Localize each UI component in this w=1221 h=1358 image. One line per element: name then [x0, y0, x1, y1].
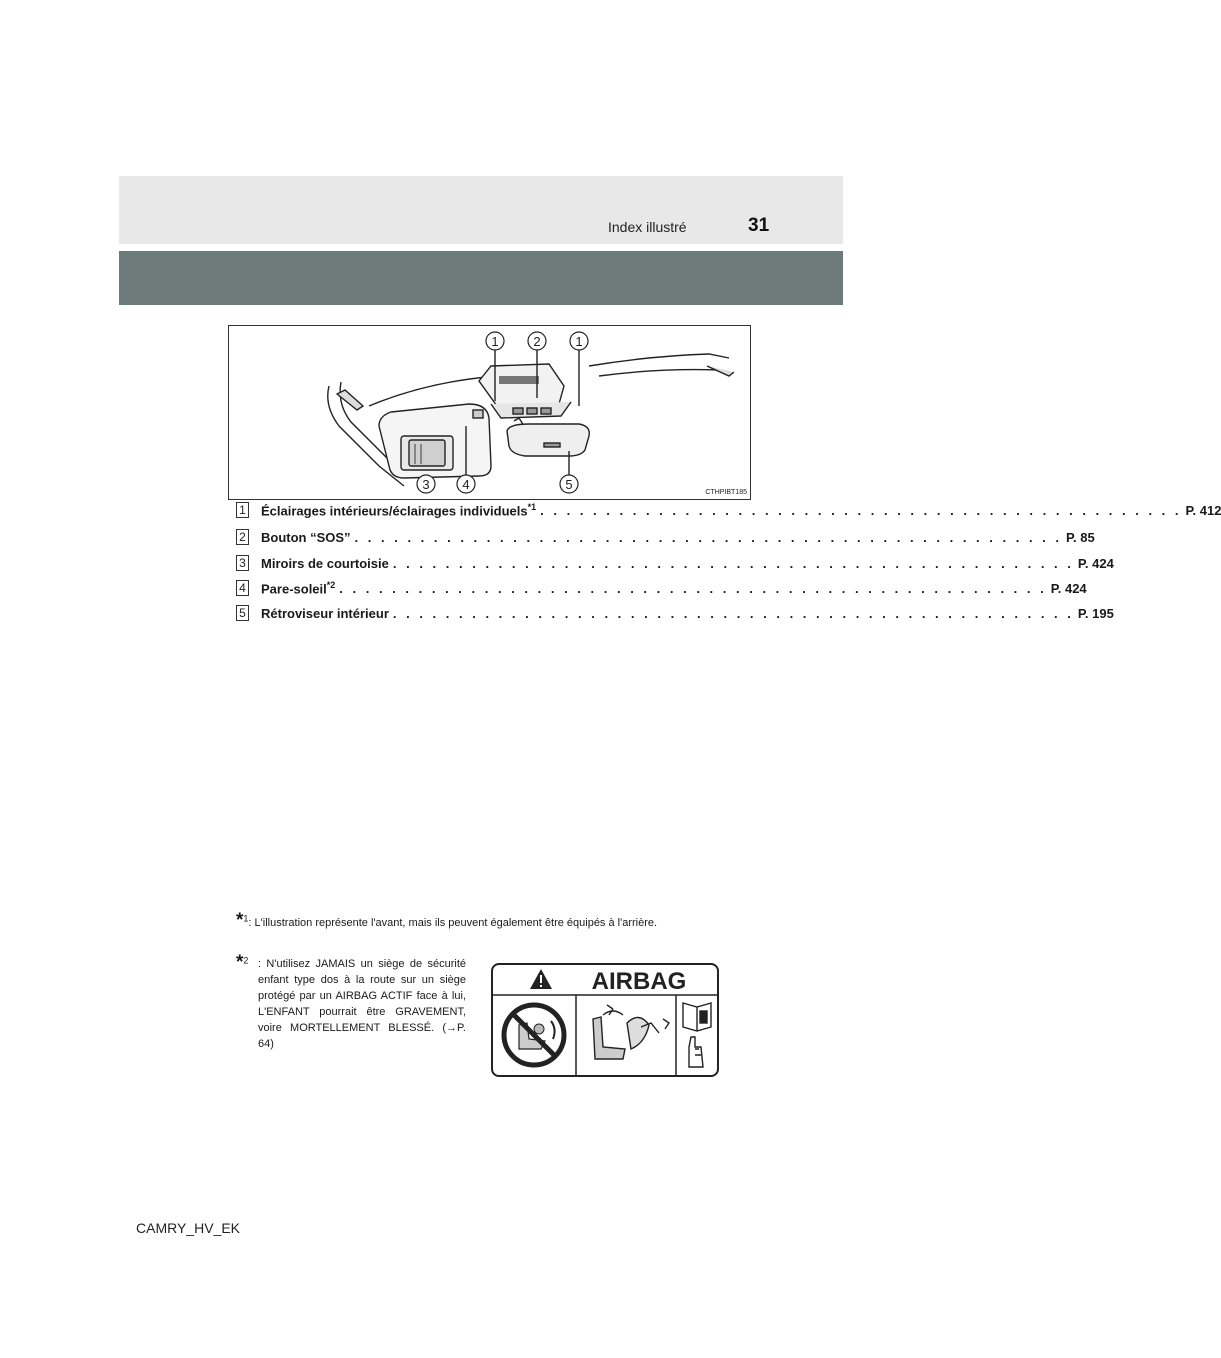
item-label-1: Éclairages intérieurs/éclairages individuels$^{*1}$ [261, 501, 537, 519]
item-row-3[interactable] [236, 553, 1114, 573]
callout-label-2: 2 [533, 334, 541, 349]
item-row-1[interactable] [236, 500, 1221, 520]
header-band-light [119, 176, 843, 244]
item-number-4: 4 [236, 580, 249, 596]
item-label-4: Pare-soleil$^{*2}$ [261, 579, 336, 597]
callout-label-1a: 1 [491, 334, 499, 349]
airbag-label-title: AIRBAG [591, 968, 687, 995]
leader-dots: . . . . . . . . . . . . . . . . . . . . . . . . . . . . . . . . . . . . . . . . . . . . . . . . . . . . . . [354, 529, 1063, 545]
no-rear-facing-seat-icon [504, 1005, 564, 1065]
leader-dots: . . . . . . . . . . . . . . . . . . . . . . . . . . . . . . . . . . . . . . . . . . . . . . . . . . . . [392, 605, 1074, 621]
header-band-dark [119, 251, 843, 305]
leader-dots: . . . . . . . . . . . . . . . . . . . . . . . . . . . . . . . . . . . . . . . . . . . . . . . . . . . . . . [339, 580, 1047, 596]
callout-label-5: 5 [565, 477, 573, 492]
item-page-5[interactable]: P. 195 [1077, 605, 1114, 621]
read-manual-icon [683, 1003, 711, 1031]
callout-label-4: 4 [462, 477, 470, 492]
item-page-4[interactable]: P. 424 [1050, 580, 1087, 596]
footnote-1: *$^1$: L'illustration représente l'avant, mais ils peuvent également être équipés à l'arrière. [236, 910, 658, 931]
footnote-1-text: : L'illustration représente l'avant, mais ils peuvent également être équipés à l'arrière. [248, 917, 658, 929]
page-number: 31 [748, 215, 770, 236]
airbag-warning-label [491, 963, 719, 1077]
item-label-3: Miroirs de courtoisie [261, 555, 389, 571]
footnote-star: * [236, 910, 244, 931]
item-label-2: Bouton “SOS” [261, 529, 351, 545]
callout-label-3: 3 [422, 477, 430, 492]
item-label-5: Rétroviseur intérieur [261, 605, 389, 621]
item-number-2: 2 [236, 529, 249, 545]
item-number-1: 1 [236, 502, 249, 518]
item-row-5[interactable] [236, 603, 1114, 623]
item-row-2[interactable] [236, 527, 1095, 547]
item-row-4[interactable] [236, 578, 1087, 598]
leader-dots: . . . . . . . . . . . . . . . . . . . . . . . . . . . . . . . . . . . . . . . . . . . . . . . . . [540, 502, 1182, 518]
figure-code: CTHPIBT185 [705, 489, 747, 496]
item-page-1[interactable]: P. 412 [1185, 502, 1221, 518]
callout-label-1b: 1 [575, 334, 583, 349]
illustration-drawing [229, 326, 750, 499]
item-number-3: 3 [236, 555, 249, 571]
footnote-2: *$^2$ : N'utilisez JAMAIS un siège de sécurité enfant type dos à la route sur un siège protégé par un AIRBAG ACTIF face à lui, L'ENFANT pourrait être GRAVEMENT, voire MORTELLEMENT BLESSÉ. (→P. 64) [236, 952, 466, 1050]
item-number-5: 5 [236, 605, 249, 621]
footnote-star: * [236, 952, 244, 973]
leader-dots: . . . . . . . . . . . . . . . . . . . . . . . . . . . . . . . . . . . . . . . . . . . . . . . . . . . . [392, 555, 1074, 571]
document-code: CAMRY_HV_EK [136, 1220, 241, 1236]
item-page-3[interactable]: P. 424 [1077, 555, 1114, 571]
overhead-console-illustration [228, 325, 751, 500]
footnote-2-text: : N'utilisez JAMAIS un siège de sécurité enfant type dos à la route sur un siège protégé par un AIRBAG ACTIF face à lui, L'ENFANT pourrait être GRAVEMENT, voire MORTELLEMENT BLESSÉ. (→P. 64) [258, 958, 466, 1050]
item-page-2[interactable]: P. 85 [1066, 529, 1095, 545]
section-title: Index illustré [608, 219, 687, 235]
